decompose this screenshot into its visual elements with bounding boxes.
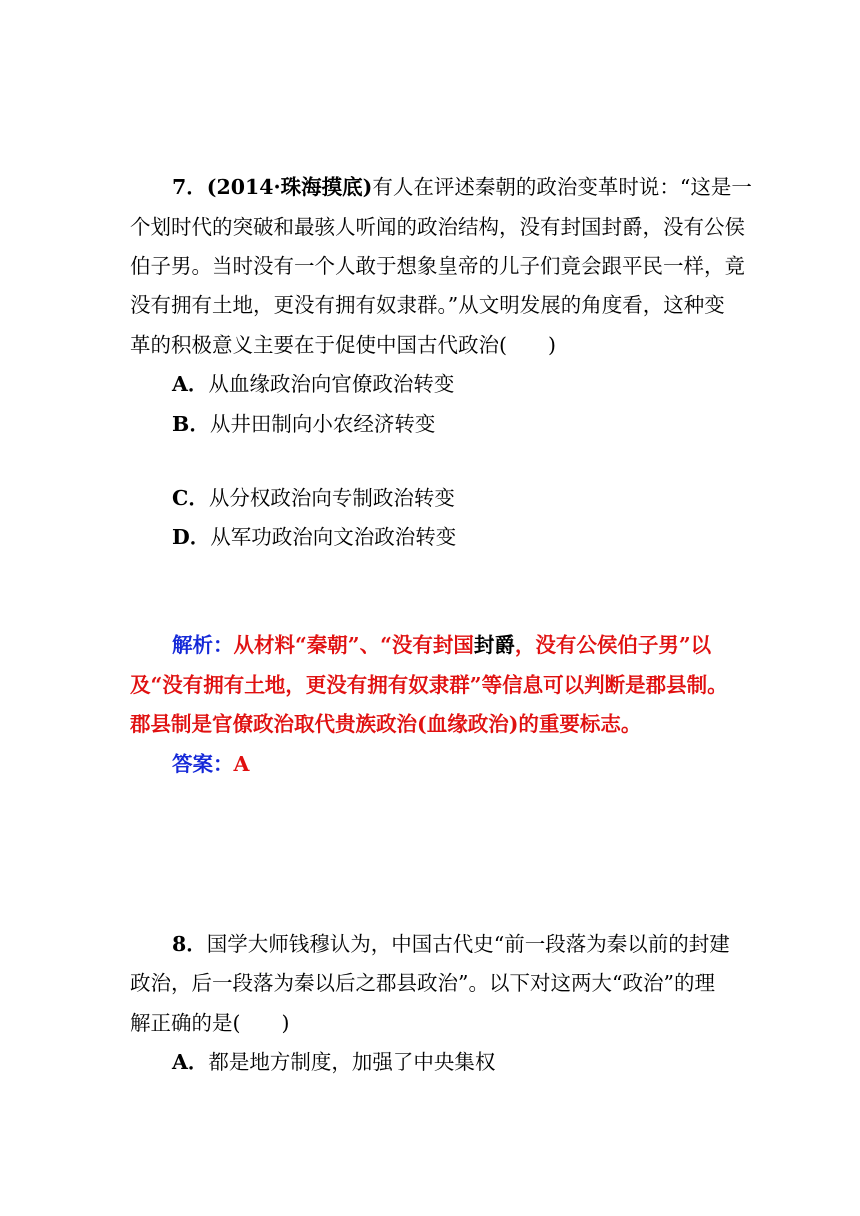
q7-answer (172, 744, 249, 784)
option-text: 从军功政治向文治政治转变 (210, 525, 457, 549)
option-text: 都是地方制度，加强了中央集权 (208, 1050, 496, 1074)
q7-option-a[interactable] (172, 364, 454, 404)
q7-analysis-line-1: 解析：从材料“秦朝”、“没有封国封爵，没有公侯伯子男”以 (172, 633, 712, 657)
q7-number: 7． (172, 175, 207, 199)
q7-analysis-line-3: 郡县制是官僚政治取代贵族政治(血缘政治)的重要标志。 (130, 712, 642, 736)
answer-label: 答案： (172, 752, 234, 776)
q8-stem-line-1: 8．国学大师钱穆认为，中国古代史“前一段落为秦以前的封建 (172, 932, 730, 956)
q8-number: 8． (172, 932, 207, 956)
q7-option-c[interactable] (172, 478, 455, 518)
q8-stem-line-2: 政治，后一段落为秦以后之郡县政治”。以下对这两大“政治”的理 (130, 971, 715, 995)
option-key: B． (172, 412, 210, 436)
q7-option-b[interactable] (172, 404, 435, 444)
answer-value: A (233, 752, 250, 776)
q7-option-d[interactable] (172, 517, 456, 557)
q7-stem-line-5: 革的积极意义主要在于促使中国古代政治( ) (130, 333, 556, 357)
q7-source: (2014·珠海摸底) (206, 175, 373, 199)
q7-stem-line-2: 个划时代的突破和最骇人听闻的政治结构，没有封国封爵，没有公侯 (130, 215, 745, 239)
option-text: 从分权政治向专制政治转变 (208, 486, 455, 510)
q7-stem-line-4: 没有拥有土地，更没有拥有奴隶群。”从文明发展的角度看，这种变 (130, 293, 725, 317)
option-key: A． (172, 372, 209, 396)
option-text: 从井田制向小农经济转变 (209, 412, 436, 436)
option-key: C． (172, 486, 209, 510)
q8-option-a[interactable] (172, 1042, 495, 1082)
q7-stem-line-1: 7．(2014·珠海摸底)有人在评述秦朝的政治变革时说：“这是一 (172, 175, 752, 199)
q8-stem-line-3: 解正确的是( ) (130, 1011, 290, 1035)
analysis-label: 解析： (172, 633, 234, 657)
option-text: 从血缘政治向官僚政治转变 (208, 372, 455, 396)
q7-analysis-line-2: 及“没有拥有土地，更没有拥有奴隶群”等信息可以判断是郡县制。 (130, 673, 728, 697)
q7-stem-line-3: 伯子男。当时没有一个人敢于想象皇帝的儿子们竟会跟平民一样，竟 (130, 254, 745, 278)
option-key: A． (172, 1050, 209, 1074)
option-key: D． (172, 525, 211, 549)
